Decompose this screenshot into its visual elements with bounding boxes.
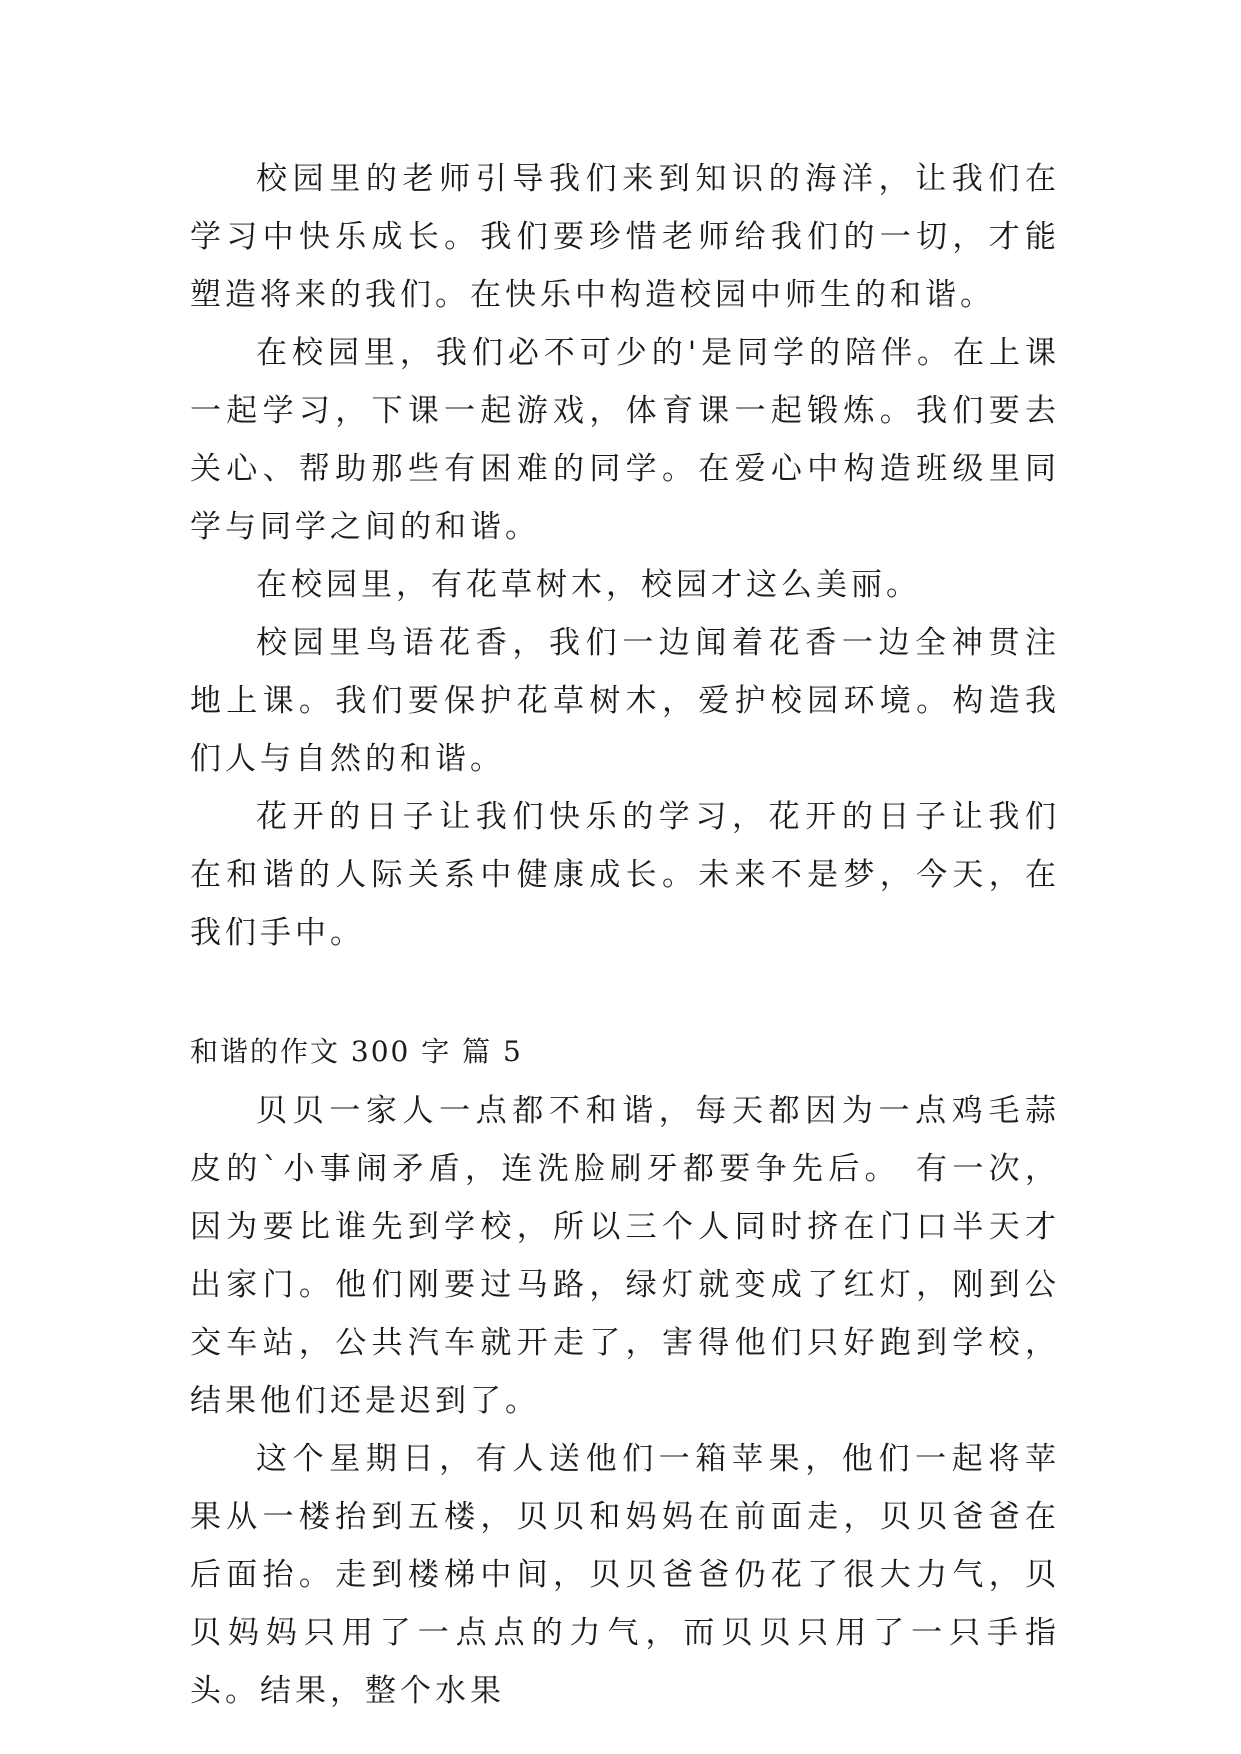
- document-page: [190, 150, 1060, 1720]
- section-heading: 和谐的作文 300 字 篇 5: [190, 1035, 523, 1068]
- paragraph: 在校园里，我们必不可少的'是同学的陪伴。在上课一起学习，下课一起游戏，体育课一起锻炼。我们要去关心、帮助那些有困难的同学。在爱心中构造班级里同学与同学之间的和谐。: [190, 335, 1060, 545]
- paragraph: 校园里的老师引导我们来到知识的海洋，让我们在学习中快乐成长。我们要珍惜老师给我们的一切，才能塑造将来的我们。在快乐中构造校园中师生的和谐。: [190, 161, 1060, 313]
- paragraph: 这个星期日，有人送他们一箱苹果，他们一起将苹果从一楼抬到五楼，贝贝和妈妈在前面走，贝贝爸爸在后面抬。走到楼梯中间，贝贝爸爸仍花了很大力气，贝贝妈妈只用了一点点的力气，而贝贝只用了一只手指头。结果，整个水果: [190, 1441, 1060, 1709]
- paragraph: 校园里鸟语花香，我们一边闻着花香一边全神贯注地上课。我们要保护花草树木，爱护校园环境。构造我们人与自然的和谐。: [190, 625, 1060, 777]
- paragraph: 在校园里，有花草树木，校园才这么美丽。: [256, 567, 921, 603]
- paragraph: 花开的日子让我们快乐的学习，花开的日子让我们在和谐的人际关系中健康成长。未来不是梦，今天，在我们手中。: [190, 799, 1060, 951]
- paragraph: 贝贝一家人一点都不和谐，每天都因为一点鸡毛蒜皮的`小事闹矛盾，连洗脸刷牙都要争先后。 有一次，因为要比谁先到学校，所以三个人同时挤在门口半天才出家门。他们刚要过马路，绿灯就变成了红灯，刚到公交车站，公共汽车就开走了，害得他们只好跑到学校，结果他们还是迟到了。: [190, 1093, 1060, 1419]
- section-gap: [190, 962, 1060, 1022]
